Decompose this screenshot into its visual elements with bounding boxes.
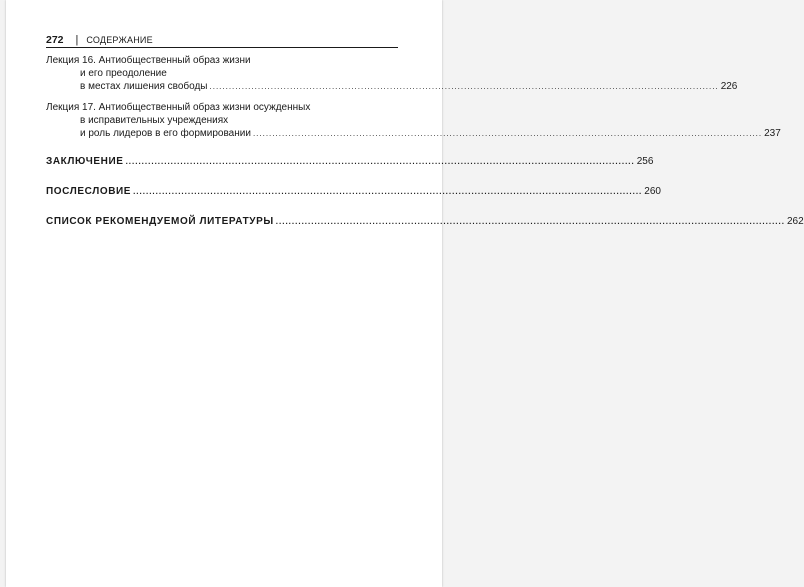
toc-entry-lecture-16[interactable]: [46, 54, 738, 93]
dot-leader: ..............................................................................................................................................................: [252, 129, 763, 138]
page-number: 272: [46, 34, 64, 46]
entry-page-number: 260: [644, 186, 661, 197]
entry-page-number: 237: [764, 128, 781, 139]
running-title: СОДЕРЖАНИЕ: [86, 35, 153, 45]
dot-leader: ..............................................................................................................................................................: [275, 217, 785, 226]
toc-entry-conclusion[interactable]: [46, 155, 654, 168]
entry-page-number: 256: [636, 156, 654, 167]
dot-leader: ..............................................................................................................................................................: [133, 187, 643, 196]
header-rule: [46, 47, 398, 48]
toc-entry-literature[interactable]: [46, 215, 804, 228]
entry-line: и его преодоление: [80, 68, 167, 79]
header-separator: |: [75, 34, 79, 46]
toc-entry-afterword[interactable]: [46, 185, 661, 198]
toc-entry-lecture-17[interactable]: [46, 101, 781, 140]
entry-line: и роль лидеров в его формировании: [80, 128, 251, 139]
running-header: [46, 32, 398, 48]
entry-last-line: [46, 127, 781, 140]
entry-last-line: [46, 80, 738, 93]
entry-line: в местах лишения свободы: [80, 81, 208, 92]
entry-last-line: [46, 185, 661, 198]
entry-title: ЗАКЛЮЧЕНИЕ: [46, 156, 124, 167]
entry-page-number: 262: [786, 216, 804, 227]
book-page: [6, 0, 804, 587]
table-of-contents: [46, 54, 804, 228]
entry-last-line: [46, 155, 654, 168]
entry-line: в исправительных учреждениях: [80, 115, 229, 126]
entry-page-number: 226: [720, 81, 738, 92]
dot-leader: ..............................................................................................................................................................: [125, 157, 635, 166]
entry-line: Лекция 17. Антиобщественный образ жизни осужденных: [46, 102, 311, 113]
entry-title: ПОСЛЕСЛОВИЕ: [46, 186, 132, 197]
entry-line: Лекция 16. Антиобщественный образ жизни: [46, 55, 251, 66]
entry-last-line: [46, 215, 804, 228]
entry-title: СПИСОК РЕКОМЕНДУЕМОЙ ЛИТЕРАТУРЫ: [46, 216, 274, 227]
dot-leader: ..............................................................................................................................................................: [209, 82, 719, 91]
